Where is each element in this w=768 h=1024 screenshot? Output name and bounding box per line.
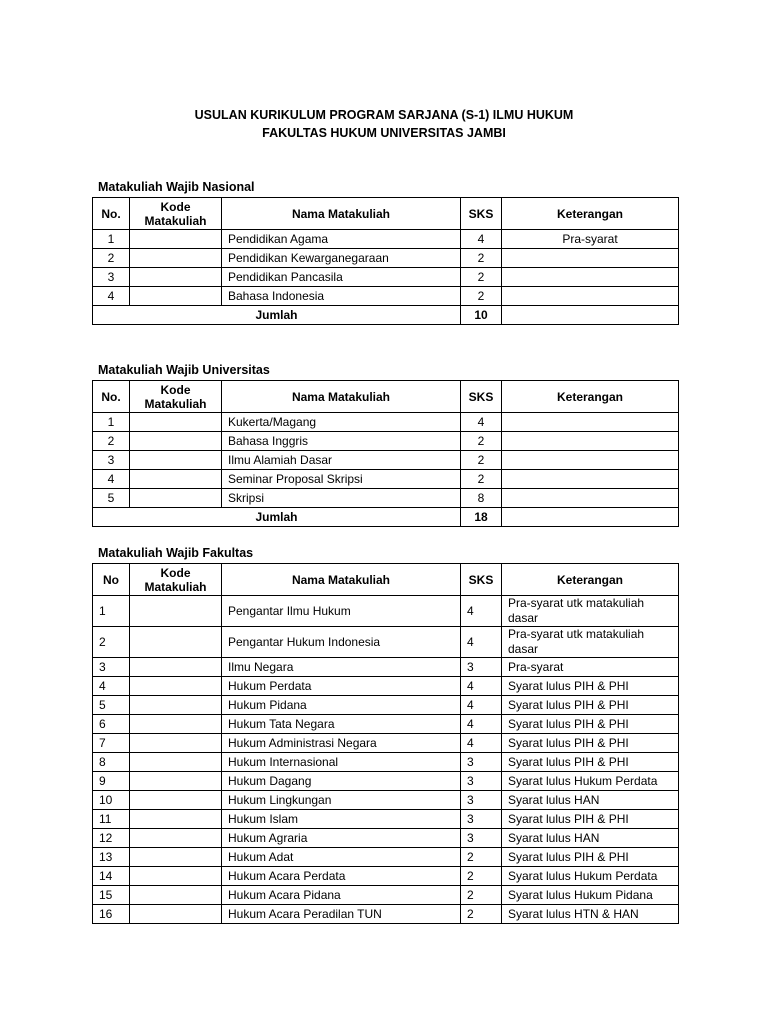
cell-kode: [130, 627, 222, 658]
cell-nama: Pendidikan Agama: [222, 230, 461, 249]
cell-kode: [130, 905, 222, 924]
cell-sks: 2: [461, 848, 502, 867]
header-nama: Nama Matakuliah: [222, 381, 461, 413]
total-row: [93, 306, 679, 325]
table-row: [93, 791, 679, 810]
header-nama: Nama Matakuliah: [222, 198, 461, 230]
cell-no: 1: [93, 596, 130, 627]
cell-keterangan: Syarat lulus HTN & HAN: [502, 905, 679, 924]
table-row: [93, 753, 679, 772]
table-row: [93, 470, 679, 489]
table-wajib-universitas: [92, 380, 679, 527]
cell-nama: Hukum Tata Negara: [222, 715, 461, 734]
table-row: [93, 696, 679, 715]
table-row: [93, 451, 679, 470]
cell-kode: [130, 596, 222, 627]
cell-no: 6: [93, 715, 130, 734]
cell-keterangan: [502, 413, 679, 432]
cell-nama: Pengantar Hukum Indonesia: [222, 627, 461, 658]
cell-no: 5: [93, 489, 130, 508]
header-keterangan: Keterangan: [502, 564, 679, 596]
header-kode: Kode Matakuliah: [130, 381, 222, 413]
cell-kode: [130, 886, 222, 905]
total-label: Jumlah: [93, 306, 461, 325]
table-row: [93, 848, 679, 867]
table-row: [93, 249, 679, 268]
cell-nama: Hukum Administrasi Negara: [222, 734, 461, 753]
title-line-1: USULAN KURIKULUM PROGRAM SARJANA (S-1) ILMU HUKUM: [194, 108, 574, 122]
header-no: No.: [93, 198, 130, 230]
table-row: [93, 734, 679, 753]
table-row: [93, 829, 679, 848]
cell-nama: Hukum Internasional: [222, 753, 461, 772]
cell-kode: [130, 791, 222, 810]
table-row: [93, 268, 679, 287]
cell-no: 8: [93, 753, 130, 772]
cell-sks: 4: [461, 677, 502, 696]
cell-kode: [130, 677, 222, 696]
table-header-row: [93, 198, 679, 230]
cell-nama: Hukum Acara Perdata: [222, 867, 461, 886]
cell-keterangan: Syarat lulus HAN: [502, 829, 679, 848]
cell-no: 3: [93, 268, 130, 287]
cell-sks: 3: [461, 829, 502, 848]
total-sks: 10: [461, 306, 502, 325]
table-row: [93, 627, 679, 658]
cell-nama: Bahasa Indonesia: [222, 287, 461, 306]
cell-kode: [130, 432, 222, 451]
cell-keterangan: Syarat lulus PIH & PHI: [502, 677, 679, 696]
cell-nama: Pendidikan Kewarganegaraan: [222, 249, 461, 268]
cell-no: 3: [93, 658, 130, 677]
cell-sks: 4: [461, 734, 502, 753]
section-title-fakultas: Matakuliah Wajib Fakultas: [98, 546, 254, 560]
cell-keterangan: [502, 489, 679, 508]
cell-keterangan: [502, 432, 679, 451]
table-row: [93, 810, 679, 829]
cell-kode: [130, 867, 222, 886]
cell-no: 13: [93, 848, 130, 867]
cell-keterangan: Pra-syarat: [502, 230, 679, 249]
cell-sks: 3: [461, 658, 502, 677]
cell-no: 4: [93, 677, 130, 696]
cell-no: 2: [93, 249, 130, 268]
cell-sks: 2: [461, 249, 502, 268]
cell-no: 1: [93, 413, 130, 432]
cell-nama: Hukum Islam: [222, 810, 461, 829]
total-row: [93, 508, 679, 527]
cell-kode: [130, 829, 222, 848]
table-row: [93, 230, 679, 249]
cell-keterangan: [502, 287, 679, 306]
cell-no: 14: [93, 867, 130, 886]
total-label: Jumlah: [93, 508, 461, 527]
cell-kode: [130, 287, 222, 306]
table-row: [93, 886, 679, 905]
cell-kode: [130, 715, 222, 734]
header-no: No: [93, 564, 130, 596]
cell-keterangan: Syarat lulus HAN: [502, 791, 679, 810]
cell-no: 1: [93, 230, 130, 249]
cell-nama: Seminar Proposal Skripsi: [222, 470, 461, 489]
cell-sks: 3: [461, 810, 502, 829]
header-kode: Kode Matakuliah: [130, 564, 222, 596]
table-header-row: [93, 564, 679, 596]
cell-sks: 2: [461, 470, 502, 489]
cell-no: 10: [93, 791, 130, 810]
cell-keterangan: Pra-syarat utk matakuliah dasar: [502, 627, 679, 658]
section-title-nasional: Matakuliah Wajib Nasional: [98, 180, 255, 194]
table-wajib-fakultas: [92, 563, 679, 924]
cell-kode: [130, 470, 222, 489]
cell-keterangan: Syarat lulus PIH & PHI: [502, 734, 679, 753]
cell-nama: Hukum Agraria: [222, 829, 461, 848]
cell-kode: [130, 772, 222, 791]
cell-kode: [130, 249, 222, 268]
cell-nama: Bahasa Inggris: [222, 432, 461, 451]
table-row: [93, 287, 679, 306]
header-kode: Kode Matakuliah: [130, 198, 222, 230]
cell-nama: Pengantar Ilmu Hukum: [222, 596, 461, 627]
section-title-universitas: Matakuliah Wajib Universitas: [98, 363, 270, 377]
cell-nama: Ilmu Alamiah Dasar: [222, 451, 461, 470]
cell-nama: Pendidikan Pancasila: [222, 268, 461, 287]
cell-sks: 4: [461, 627, 502, 658]
page-title: [0, 106, 768, 142]
cell-keterangan: Syarat lulus PIH & PHI: [502, 715, 679, 734]
cell-sks: 4: [461, 413, 502, 432]
header-keterangan: Keterangan: [502, 198, 679, 230]
cell-kode: [130, 658, 222, 677]
cell-kode: [130, 810, 222, 829]
header-no: No.: [93, 381, 130, 413]
cell-keterangan: Syarat lulus PIH & PHI: [502, 810, 679, 829]
cell-no: 5: [93, 696, 130, 715]
cell-no: 11: [93, 810, 130, 829]
table-row: [93, 489, 679, 508]
cell-sks: 3: [461, 753, 502, 772]
title-line-2: FAKULTAS HUKUM UNIVERSITAS JAMBI: [262, 126, 506, 140]
header-sks: SKS: [461, 198, 502, 230]
table-row: [93, 596, 679, 627]
cell-sks: 3: [461, 772, 502, 791]
cell-keterangan: Pra-syarat utk matakuliah dasar: [502, 596, 679, 627]
table-row: [93, 772, 679, 791]
cell-keterangan: Syarat lulus PIH & PHI: [502, 696, 679, 715]
cell-nama: Hukum Pidana: [222, 696, 461, 715]
header-keterangan: Keterangan: [502, 381, 679, 413]
cell-no: 9: [93, 772, 130, 791]
cell-sks: 4: [461, 596, 502, 627]
cell-nama: Ilmu Negara: [222, 658, 461, 677]
cell-sks: 4: [461, 230, 502, 249]
header-sks: SKS: [461, 381, 502, 413]
table-header-row: [93, 381, 679, 413]
table-row: [93, 432, 679, 451]
cell-kode: [130, 413, 222, 432]
cell-kode: [130, 734, 222, 753]
cell-no: 2: [93, 432, 130, 451]
cell-nama: Hukum Adat: [222, 848, 461, 867]
cell-nama: Hukum Lingkungan: [222, 791, 461, 810]
header-sks: SKS: [461, 564, 502, 596]
table-row: [93, 867, 679, 886]
cell-sks: 8: [461, 489, 502, 508]
cell-kode: [130, 696, 222, 715]
cell-keterangan: [502, 268, 679, 287]
cell-kode: [130, 489, 222, 508]
cell-keterangan: [502, 249, 679, 268]
cell-sks: 2: [461, 268, 502, 287]
cell-nama: Hukum Dagang: [222, 772, 461, 791]
cell-keterangan: Syarat lulus PIH & PHI: [502, 848, 679, 867]
cell-sks: 2: [461, 886, 502, 905]
table-row: [93, 413, 679, 432]
cell-sks: 3: [461, 791, 502, 810]
cell-no: 2: [93, 627, 130, 658]
table-row: [93, 658, 679, 677]
cell-kode: [130, 268, 222, 287]
table-row: [93, 715, 679, 734]
total-keterangan: [502, 306, 679, 325]
cell-sks: 4: [461, 715, 502, 734]
cell-no: 4: [93, 287, 130, 306]
table-row: [93, 677, 679, 696]
cell-kode: [130, 451, 222, 470]
table-wajib-nasional: [92, 197, 679, 325]
cell-keterangan: Syarat lulus Hukum Perdata: [502, 867, 679, 886]
cell-no: 16: [93, 905, 130, 924]
total-keterangan: [502, 508, 679, 527]
table-row: [93, 905, 679, 924]
cell-no: 7: [93, 734, 130, 753]
cell-kode: [130, 230, 222, 249]
cell-no: 3: [93, 451, 130, 470]
cell-kode: [130, 753, 222, 772]
cell-no: 15: [93, 886, 130, 905]
cell-keterangan: [502, 470, 679, 489]
cell-nama: Hukum Acara Pidana: [222, 886, 461, 905]
cell-no: 4: [93, 470, 130, 489]
cell-sks: 4: [461, 696, 502, 715]
cell-nama: Kukerta/Magang: [222, 413, 461, 432]
cell-sks: 2: [461, 867, 502, 886]
cell-keterangan: Syarat lulus Hukum Perdata: [502, 772, 679, 791]
cell-keterangan: [502, 451, 679, 470]
cell-keterangan: Syarat lulus Hukum Pidana: [502, 886, 679, 905]
cell-sks: 2: [461, 287, 502, 306]
cell-nama: Hukum Perdata: [222, 677, 461, 696]
cell-sks: 2: [461, 905, 502, 924]
total-sks: 18: [461, 508, 502, 527]
cell-kode: [130, 848, 222, 867]
cell-nama: Skripsi: [222, 489, 461, 508]
cell-no: 12: [93, 829, 130, 848]
cell-keterangan: Syarat lulus PIH & PHI: [502, 753, 679, 772]
header-nama: Nama Matakuliah: [222, 564, 461, 596]
cell-keterangan: Pra-syarat: [502, 658, 679, 677]
cell-sks: 2: [461, 451, 502, 470]
cell-sks: 2: [461, 432, 502, 451]
cell-nama: Hukum Acara Peradilan TUN: [222, 905, 461, 924]
